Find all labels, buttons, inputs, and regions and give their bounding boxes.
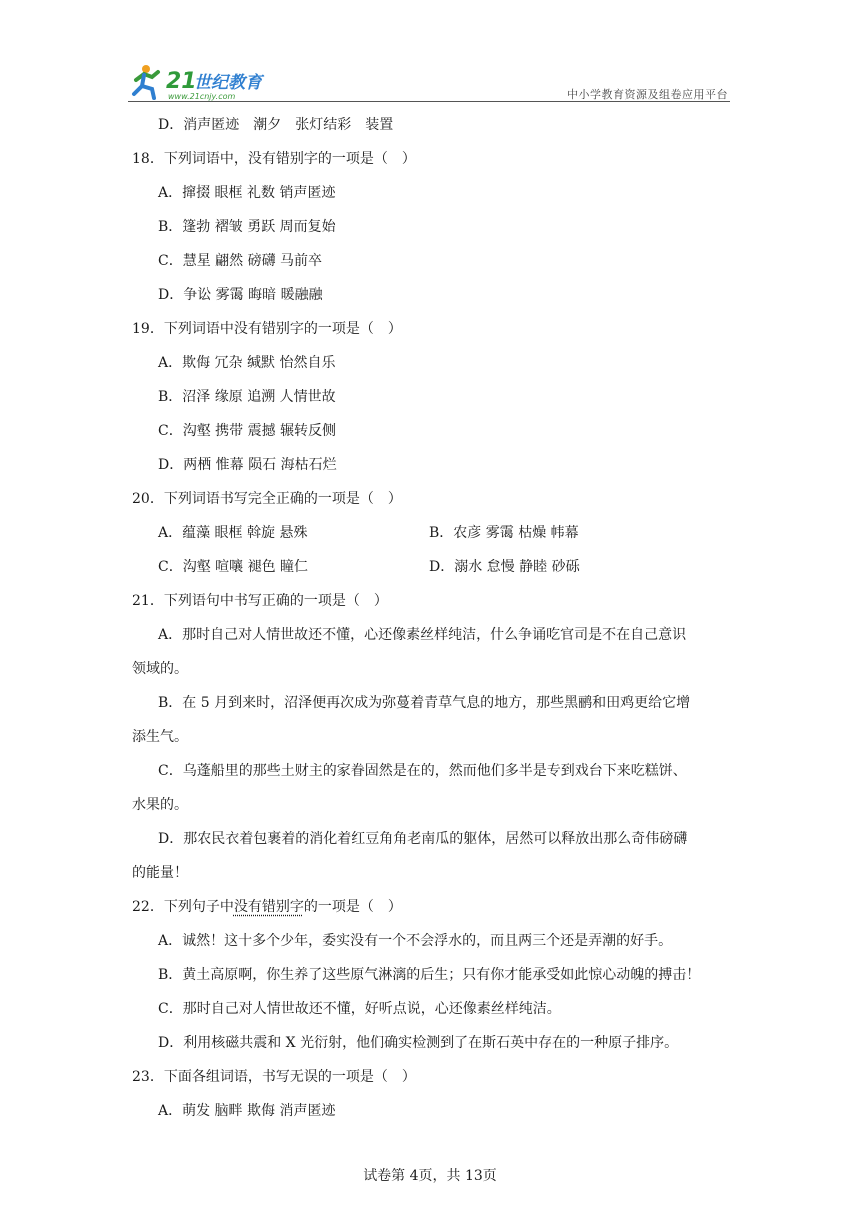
q21-option-c-line2: 水果的。 bbox=[132, 797, 188, 813]
q22-stem-prefix: 22．下列句子中 bbox=[132, 899, 234, 915]
q18-option-a: A．撺掇 眼框 礼数 销声匿迹 bbox=[158, 185, 336, 201]
q22-emphasis: 没有错别字 bbox=[233, 899, 304, 915]
q22-option-b: B．黄土高原啊，你生养了这些原气淋漓的后生；只有你才能承受如此惊心动魄的搏击！ bbox=[158, 967, 701, 983]
page-header bbox=[128, 60, 730, 104]
q22-option-a: A．诚然！这十多个少年，委实没有一个不会浮水的，而且两三个还是弄潮的好手。 bbox=[158, 933, 673, 949]
q20-option-b: B．农彦 雾霭 枯燥 帏幕 bbox=[429, 525, 579, 541]
svg-text:21: 21 bbox=[166, 69, 197, 94]
q19-option-b: B．沼泽 缘原 追溯 人情世故 bbox=[158, 389, 336, 405]
q21-stem: 21．下列语句中书写正确的一项是（ ） bbox=[132, 593, 388, 609]
platform-name: 中小学教育资源及组卷应用平台 bbox=[567, 88, 728, 101]
q18-option-d: D．争讼 雾霭 晦暗 暖融融 bbox=[158, 287, 323, 303]
q19-stem: 19．下列词语中没有错别字的一项是（ ） bbox=[132, 321, 402, 337]
q19-option-a: A．欺侮 冗杂 缄默 怡然自乐 bbox=[158, 355, 336, 371]
svg-text:世纪教育: 世纪教育 bbox=[194, 73, 262, 93]
q21-option-d-line1: D．那农民衣着包裹着的消化着红豆角角老南瓜的躯体，居然可以释放出那么奇伟磅礴 bbox=[158, 831, 688, 847]
q20-option-a: A．蕴藻 眼框 斡旋 悬殊 bbox=[158, 525, 308, 541]
question-content bbox=[132, 108, 732, 1128]
q20-stem: 20．下列词语书写完全正确的一项是（ ） bbox=[132, 491, 402, 507]
q21-option-b-line2: 添生气。 bbox=[132, 729, 188, 745]
q19-option-d: D．两栖 惟幕 陨石 海枯石烂 bbox=[158, 457, 337, 473]
q22-option-d: D．利用核磁共震和 X 光衍射，他们确实检测到了在斯石英中存在的一种原子排序。 bbox=[158, 1035, 679, 1051]
q21-option-c-line1: C．乌蓬船里的那些土财主的家眷固然是在的，然而他们多半是专到戏台下来吃糕饼、 bbox=[158, 763, 687, 779]
q22-stem-suffix: 的一项是（ ） bbox=[303, 899, 402, 915]
q22-stem bbox=[132, 890, 732, 924]
header-divider bbox=[128, 101, 730, 102]
page-footer: 试卷第 4页，共 13页 bbox=[363, 1168, 497, 1184]
q20-option-d: D．溺水 怠慢 静睦 砂砾 bbox=[429, 559, 580, 575]
q19-option-c: C．沟壑 携带 震撼 辗转反侧 bbox=[158, 423, 337, 439]
q21-option-d-line2: 的能量！ bbox=[132, 865, 188, 881]
q23-option-a: A．萌发 脑畔 欺侮 消声匿迹 bbox=[158, 1103, 336, 1119]
q20-option-c: C．沟壑 喧嚷 褪色 瞳仁 bbox=[158, 559, 309, 575]
q20-row-1 bbox=[132, 516, 732, 550]
q18-option-b: B．篷勃 褶皱 勇跃 周而复始 bbox=[158, 219, 336, 235]
running-figure-icon bbox=[134, 65, 158, 98]
logo bbox=[128, 62, 288, 102]
q20-row-2 bbox=[132, 550, 732, 584]
q18-option-c: C．慧星 翩然 磅礴 马前卒 bbox=[158, 253, 323, 269]
q18-stem: 18．下列词语中，没有错别字的一项是（ ） bbox=[132, 151, 416, 167]
q21-option-a-line1: A．那时自己对人情世故还不懂，心还像素丝样纯洁，什么争诵吃官司是不在自己意识 bbox=[158, 627, 687, 643]
svg-text:www.21cnjy.com: www.21cnjy.com bbox=[168, 92, 236, 101]
q21-option-a-line2: 领域的。 bbox=[132, 661, 188, 677]
q21-option-b-line1: B．在 5 月到来时，沼泽便再次成为弥蔓着青草气息的地方，那些黑鹂和田鸡更给它增 bbox=[158, 695, 691, 711]
q23-stem: 23．下面各组词语，书写无误的一项是（ ） bbox=[132, 1069, 416, 1085]
q22-option-c: C．那时自己对人情世故还不懂，好听点说，心还像素丝样纯洁。 bbox=[158, 1001, 561, 1017]
q17-option-d: D．消声匿迹 潮夕 张灯结彩 装置 bbox=[158, 117, 394, 133]
